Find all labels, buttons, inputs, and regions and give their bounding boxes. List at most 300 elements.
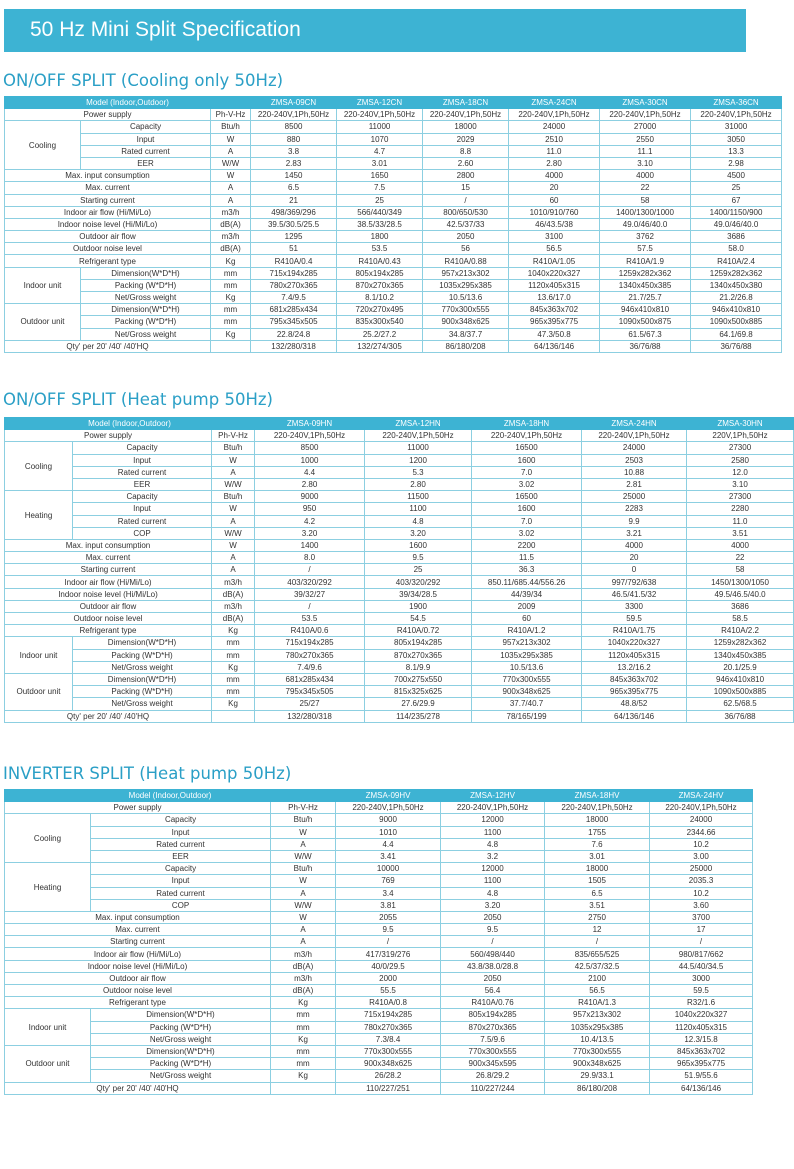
value-cell: 1650 xyxy=(337,170,423,182)
value-cell: 220V,1Ph,50Hz xyxy=(687,430,794,442)
value-cell: 560/498/440 xyxy=(441,948,545,960)
row-label: Refrigerant type xyxy=(5,255,211,267)
spec-row-rated-current xyxy=(5,838,753,850)
value-cell: 3000 xyxy=(650,972,753,984)
value-cell: 17 xyxy=(650,924,753,936)
spec-row-rated-current xyxy=(5,515,794,527)
value-cell: R410A/0.6 xyxy=(255,625,365,637)
value-cell: 1010 xyxy=(336,826,441,838)
spec-table-inverter xyxy=(4,789,753,1095)
value-cell: 46.5/41.5/32 xyxy=(582,588,687,600)
value-cell: 1340x450x380 xyxy=(691,279,782,291)
value-cell: 946x410x810 xyxy=(691,304,782,316)
row-label: COP xyxy=(73,527,212,539)
value-cell: 4000 xyxy=(600,170,691,182)
row-unit: Kg xyxy=(211,292,251,304)
row-unit: Kg xyxy=(212,625,255,637)
value-cell: 3050 xyxy=(691,133,782,145)
value-cell: 64/136/146 xyxy=(650,1082,753,1094)
value-cell: 25/27 xyxy=(255,698,365,710)
value-cell: 58 xyxy=(687,564,794,576)
spec-row-net-gross-weight xyxy=(5,292,782,304)
model-label-cell: Model (Indoor,Outdoor) xyxy=(5,97,251,109)
spec-row-refrigerant-type xyxy=(5,255,782,267)
row-unit: A xyxy=(212,552,255,564)
row-unit: W xyxy=(212,454,255,466)
value-cell: 64.1/69.8 xyxy=(691,328,782,340)
spec-row-eer xyxy=(5,850,753,862)
row-label: Power supply xyxy=(5,109,211,121)
value-cell: 44.5/40/34.5 xyxy=(650,960,753,972)
row-label: Dimension(W*D*H) xyxy=(91,1045,271,1057)
value-cell: / xyxy=(441,936,545,948)
value-cell: 770x300x555 xyxy=(423,304,509,316)
spec-row-input xyxy=(5,133,782,145)
value-cell: 10000 xyxy=(336,863,441,875)
spec-row-max-input-consumption xyxy=(5,170,782,182)
value-cell: 1035x295x385 xyxy=(423,279,509,291)
row-unit: A xyxy=(271,936,336,948)
group-label-indoor-unit: Indoor unit xyxy=(5,1009,91,1046)
value-cell: 3.01 xyxy=(545,850,650,862)
value-cell: 3300 xyxy=(582,600,687,612)
value-cell: 7.5 xyxy=(337,182,423,194)
row-label: Qty' per 20' /40' /40'HQ xyxy=(5,340,211,352)
value-cell: 220-240V,1Ph,50Hz xyxy=(337,109,423,121)
value-cell: 4.8 xyxy=(365,515,472,527)
group-label-indoor-unit: Indoor unit xyxy=(5,637,73,674)
value-cell: 21.2/26.8 xyxy=(691,292,782,304)
value-cell: 1090x500x885 xyxy=(691,316,782,328)
value-cell: 18000 xyxy=(545,863,650,875)
value-cell: 51 xyxy=(251,243,337,255)
value-cell: 24000 xyxy=(582,442,687,454)
spec-row-input xyxy=(5,454,794,466)
value-cell: 27300 xyxy=(687,442,794,454)
row-unit: A xyxy=(212,564,255,576)
value-cell: 56 xyxy=(423,243,509,255)
row-unit: Kg xyxy=(212,661,255,673)
row-unit: m3/h xyxy=(211,206,251,218)
value-cell: 965x395x775 xyxy=(582,686,687,698)
value-cell: 25 xyxy=(691,182,782,194)
value-cell: 220-240V,1Ph,50Hz xyxy=(365,430,472,442)
spec-row-indoor-air-flow-hi-mi-lo xyxy=(5,948,753,960)
value-cell: 2.80 xyxy=(365,478,472,490)
value-cell: 566/440/349 xyxy=(337,206,423,218)
value-cell: 2000 xyxy=(336,972,441,984)
row-unit: W/W xyxy=(212,527,255,539)
value-cell: 43.8/38.0/28.8 xyxy=(441,960,545,972)
value-cell: 10.2 xyxy=(650,887,753,899)
value-cell: / xyxy=(336,936,441,948)
value-cell: 1040x220x327 xyxy=(650,1009,753,1021)
value-cell: 58.0 xyxy=(691,243,782,255)
value-cell: 2503 xyxy=(582,454,687,466)
spec-row-qty-per-20-40-40-hq xyxy=(5,710,794,722)
spec-row-starting-current xyxy=(5,194,782,206)
value-cell: 3.8 xyxy=(251,145,337,157)
table-header-row xyxy=(5,97,782,109)
row-label: Power supply xyxy=(5,430,212,442)
value-cell: 21 xyxy=(251,194,337,206)
value-cell: 7.6 xyxy=(545,838,650,850)
row-label: Input xyxy=(73,503,212,515)
value-cell: 4000 xyxy=(687,539,794,551)
value-cell: 1120x405x315 xyxy=(509,279,600,291)
value-cell: 20 xyxy=(582,552,687,564)
value-cell: 3.01 xyxy=(337,157,423,169)
table-header-row xyxy=(5,790,753,802)
value-cell: R32/1.6 xyxy=(650,997,753,1009)
row-unit: mm xyxy=(211,304,251,316)
spec-row-indoor-air-flow-hi-mi-lo xyxy=(5,576,794,588)
row-unit: mm xyxy=(271,1021,336,1033)
value-cell: 498/369/296 xyxy=(251,206,337,218)
row-label: Outdoor air flow xyxy=(5,231,211,243)
value-cell: 58.5 xyxy=(687,613,794,625)
value-cell: 1755 xyxy=(545,826,650,838)
value-cell: 57.5 xyxy=(600,243,691,255)
value-cell: 2.80 xyxy=(509,157,600,169)
value-cell: 3762 xyxy=(600,231,691,243)
value-cell: 9.9 xyxy=(582,515,687,527)
row-label: Max. input consumption xyxy=(5,170,211,182)
row-unit: A xyxy=(271,924,336,936)
value-cell: 2283 xyxy=(582,503,687,515)
value-cell: 900x345x595 xyxy=(441,1058,545,1070)
value-cell: 800/650/530 xyxy=(423,206,509,218)
value-cell: 2035.3 xyxy=(650,875,753,887)
row-unit: Kg xyxy=(211,255,251,267)
value-cell: 3.60 xyxy=(650,899,753,911)
value-cell: 805x194x285 xyxy=(441,1009,545,1021)
group-label-cooling: Cooling xyxy=(5,814,91,863)
row-label: Rated current xyxy=(91,887,271,899)
value-cell: 4.4 xyxy=(255,466,365,478)
row-unit: W xyxy=(212,539,255,551)
value-cell: 4.4 xyxy=(336,838,441,850)
value-cell: 2200 xyxy=(472,539,582,551)
row-unit: A xyxy=(271,838,336,850)
spec-row-power-supply xyxy=(5,109,782,121)
value-cell: 1800 xyxy=(337,231,423,243)
spec-row-packing-w-d-h xyxy=(5,316,782,328)
value-cell: 36/76/88 xyxy=(600,340,691,352)
value-cell: 770x300x555 xyxy=(441,1045,545,1057)
value-cell: 11.0 xyxy=(509,145,600,157)
value-cell: 965x395x775 xyxy=(650,1058,753,1070)
value-cell: 11.5 xyxy=(472,552,582,564)
value-cell: 1000 xyxy=(255,454,365,466)
value-cell: 900x348x625 xyxy=(472,686,582,698)
value-cell: 0 xyxy=(582,564,687,576)
value-cell: 42.5/37/32.5 xyxy=(545,960,650,972)
value-cell: 1010/910/760 xyxy=(509,206,600,218)
spec-row-dimension-w-d-h xyxy=(5,1045,753,1057)
value-cell: 44/39/34 xyxy=(472,588,582,600)
value-cell: 1090x500x885 xyxy=(687,686,794,698)
value-cell: 3.51 xyxy=(687,527,794,539)
value-cell: 16500 xyxy=(472,491,582,503)
row-unit: Kg xyxy=(212,698,255,710)
row-unit: dB(A) xyxy=(271,985,336,997)
value-cell: 27300 xyxy=(687,491,794,503)
model-name-zmsa-12hv: ZMSA-12HV xyxy=(441,790,545,802)
value-cell: 78/165/199 xyxy=(472,710,582,722)
value-cell: 132/280/318 xyxy=(251,340,337,352)
spec-row-outdoor-noise-level xyxy=(5,985,753,997)
value-cell: 53.5 xyxy=(255,613,365,625)
model-name-zmsa-30hn: ZMSA-30HN xyxy=(687,418,794,430)
value-cell: 42.5/37/33 xyxy=(423,218,509,230)
spec-row-capacity xyxy=(5,121,782,133)
value-cell: 870x270x365 xyxy=(441,1021,545,1033)
value-cell: 22.8/24.8 xyxy=(251,328,337,340)
value-cell: 3.51 xyxy=(545,899,650,911)
row-label: Capacity xyxy=(91,863,271,875)
value-cell: 13.2/16.2 xyxy=(582,661,687,673)
value-cell: 38.5/33/28.5 xyxy=(337,218,423,230)
value-cell: 56.4 xyxy=(441,985,545,997)
value-cell: 7.0 xyxy=(472,466,582,478)
value-cell: / xyxy=(255,564,365,576)
spec-row-max-current xyxy=(5,182,782,194)
row-label: Outdoor noise level xyxy=(5,243,211,255)
row-label: Input xyxy=(91,875,271,887)
row-label: Starting current xyxy=(5,936,271,948)
value-cell: 4000 xyxy=(509,170,600,182)
model-name-zmsa-18hv: ZMSA-18HV xyxy=(545,790,650,802)
value-cell: R410A/0.72 xyxy=(365,625,472,637)
row-unit: m3/h xyxy=(271,972,336,984)
spec-row-dimension-w-d-h xyxy=(5,1009,753,1021)
value-cell: 980/817/662 xyxy=(650,948,753,960)
value-cell: 220-240V,1Ph,50Hz xyxy=(472,430,582,442)
row-label: Max. current xyxy=(5,552,212,564)
spec-row-dimension-w-d-h xyxy=(5,304,782,316)
row-label: Outdoor air flow xyxy=(5,600,212,612)
group-label-indoor-unit: Indoor unit xyxy=(5,267,81,304)
row-label: Refrigerant type xyxy=(5,625,212,637)
value-cell: 49.0/46/40.0 xyxy=(600,218,691,230)
value-cell: 1259x282x362 xyxy=(691,267,782,279)
value-cell: 4.7 xyxy=(337,145,423,157)
group-label-outdoor-unit: Outdoor unit xyxy=(5,1045,91,1082)
value-cell: 25 xyxy=(365,564,472,576)
value-cell: 3.20 xyxy=(365,527,472,539)
spec-row-outdoor-noise-level xyxy=(5,613,794,625)
value-cell: 58 xyxy=(600,194,691,206)
value-cell: 86/180/208 xyxy=(545,1082,650,1094)
value-cell: / xyxy=(423,194,509,206)
value-cell: 957x213x302 xyxy=(545,1009,650,1021)
spec-row-indoor-noise-level-hi-mi-lo xyxy=(5,960,753,972)
value-cell: 795x345x505 xyxy=(251,316,337,328)
value-cell: 4000 xyxy=(582,539,687,551)
value-cell: 36.3 xyxy=(472,564,582,576)
value-cell: R410A/0.4 xyxy=(251,255,337,267)
spec-row-rated-current xyxy=(5,887,753,899)
row-unit: A xyxy=(211,194,251,206)
value-cell: 31000 xyxy=(691,121,782,133)
value-cell: 1040x220x327 xyxy=(582,637,687,649)
row-label: Rated current xyxy=(73,515,212,527)
spec-row-qty-per-20-40-40-hq xyxy=(5,340,782,352)
row-label: Starting current xyxy=(5,194,211,206)
row-label: Net/Gross weight xyxy=(81,292,211,304)
row-unit: m3/h xyxy=(212,576,255,588)
spec-row-indoor-noise-level-hi-mi-lo xyxy=(5,218,782,230)
value-cell: 220-240V,1Ph,50Hz xyxy=(255,430,365,442)
row-unit: A xyxy=(271,887,336,899)
group-label-outdoor-unit: Outdoor unit xyxy=(5,304,81,341)
value-cell: 60 xyxy=(472,613,582,625)
value-cell: 24000 xyxy=(509,121,600,133)
row-label: EER xyxy=(91,850,271,862)
value-cell: 220-240V,1Ph,50Hz xyxy=(441,802,545,814)
row-label: Max. input consumption xyxy=(5,539,212,551)
spec-row-max-input-consumption xyxy=(5,539,794,551)
spec-row-outdoor-air-flow xyxy=(5,231,782,243)
value-cell: 55.5 xyxy=(336,985,441,997)
spec-row-dimension-w-d-h xyxy=(5,267,782,279)
row-label: Rated current xyxy=(73,466,212,478)
value-cell: 2.80 xyxy=(255,478,365,490)
spec-row-refrigerant-type xyxy=(5,625,794,637)
table-header-row xyxy=(5,418,794,430)
value-cell: 220-240V,1Ph,50Hz xyxy=(545,802,650,814)
spec-row-capacity xyxy=(5,863,753,875)
value-cell: 114/235/278 xyxy=(365,710,472,722)
row-label: Dimension(W*D*H) xyxy=(73,673,212,685)
row-unit xyxy=(211,340,251,352)
value-cell: 3686 xyxy=(687,600,794,612)
page-banner xyxy=(4,9,746,52)
value-cell: 2055 xyxy=(336,911,441,923)
value-cell: 835x300x540 xyxy=(337,316,423,328)
value-cell: 3.4 xyxy=(336,887,441,899)
spec-row-eer xyxy=(5,478,794,490)
value-cell: 61.5/67.3 xyxy=(600,328,691,340)
value-cell: 3.2 xyxy=(441,850,545,862)
value-cell: R410A/0.43 xyxy=(337,255,423,267)
value-cell: 220-240V,1Ph,50Hz xyxy=(336,802,441,814)
value-cell: 8.1/9.9 xyxy=(365,661,472,673)
row-label: Refrigerant type xyxy=(5,997,271,1009)
value-cell: / xyxy=(545,936,650,948)
value-cell: 770x300x555 xyxy=(336,1045,441,1057)
spec-row-eer xyxy=(5,157,782,169)
row-unit: mm xyxy=(212,649,255,661)
value-cell: 56.5 xyxy=(509,243,600,255)
value-cell: 3100 xyxy=(509,231,600,243)
model-name-zmsa-36cn: ZMSA-36CN xyxy=(691,97,782,109)
value-cell: 22 xyxy=(600,182,691,194)
value-cell: 1035x295x385 xyxy=(545,1021,650,1033)
value-cell: 220-240V,1Ph,50Hz xyxy=(423,109,509,121)
row-label: Capacity xyxy=(81,121,211,133)
value-cell: 1100 xyxy=(441,875,545,887)
value-cell: R410A/2.4 xyxy=(691,255,782,267)
value-cell: 3686 xyxy=(691,231,782,243)
row-unit: dB(A) xyxy=(212,613,255,625)
value-cell: 3.81 xyxy=(336,899,441,911)
row-label: Outdoor noise level xyxy=(5,613,212,625)
value-cell: 6.5 xyxy=(251,182,337,194)
value-cell: 11.1 xyxy=(600,145,691,157)
row-unit: Kg xyxy=(211,328,251,340)
spec-row-indoor-air-flow-hi-mi-lo xyxy=(5,206,782,218)
value-cell: 25 xyxy=(337,194,423,206)
value-cell: 27000 xyxy=(600,121,691,133)
value-cell: / xyxy=(255,600,365,612)
value-cell: 403/320/292 xyxy=(255,576,365,588)
value-cell: 1035x295x385 xyxy=(472,649,582,661)
spec-row-net-gross-weight xyxy=(5,1033,753,1045)
row-unit: dB(A) xyxy=(211,243,251,255)
spec-row-capacity xyxy=(5,491,794,503)
spec-row-net-gross-weight xyxy=(5,661,794,673)
value-cell: 220-240V,1Ph,50Hz xyxy=(691,109,782,121)
value-cell: 12000 xyxy=(441,863,545,875)
row-label: Power supply xyxy=(5,802,271,814)
value-cell: 9000 xyxy=(255,491,365,503)
row-unit: W/W xyxy=(271,899,336,911)
value-cell: 4.2 xyxy=(255,515,365,527)
value-cell: 1200 xyxy=(365,454,472,466)
value-cell: 15 xyxy=(423,182,509,194)
value-cell: 51.9/55.6 xyxy=(650,1070,753,1082)
value-cell: 12.0 xyxy=(687,466,794,478)
row-label: Net/Gross weight xyxy=(73,661,212,673)
value-cell: R410A/2.2 xyxy=(687,625,794,637)
value-cell: 835/655/525 xyxy=(545,948,650,960)
row-label: Max. current xyxy=(5,182,211,194)
model-label-cell: Model (Indoor,Outdoor) xyxy=(5,418,255,430)
spec-row-cop xyxy=(5,899,753,911)
value-cell: 880 xyxy=(251,133,337,145)
value-cell: 900x348x625 xyxy=(336,1058,441,1070)
value-cell: 1040x220x327 xyxy=(509,267,600,279)
value-cell: 7.0 xyxy=(472,515,582,527)
row-unit: W xyxy=(271,911,336,923)
group-label-cooling: Cooling xyxy=(5,442,73,491)
value-cell: R410A/1.2 xyxy=(472,625,582,637)
value-cell: 3.02 xyxy=(472,478,582,490)
row-unit: Kg xyxy=(271,1033,336,1045)
row-unit xyxy=(212,710,255,722)
value-cell: 965x395x775 xyxy=(509,316,600,328)
spec-row-power-supply xyxy=(5,430,794,442)
model-name-zmsa-30cn: ZMSA-30CN xyxy=(600,97,691,109)
row-label: Indoor air flow (Hi/Mi/Lo) xyxy=(5,576,212,588)
value-cell: 13.3 xyxy=(691,145,782,157)
value-cell: 132/274/305 xyxy=(337,340,423,352)
value-cell: 10.5/13.6 xyxy=(423,292,509,304)
row-label: Indoor noise level (Hi/Mi/Lo) xyxy=(5,218,211,230)
value-cell: 8.1/10.2 xyxy=(337,292,423,304)
value-cell: 3.21 xyxy=(582,527,687,539)
spec-row-net-gross-weight xyxy=(5,698,794,710)
spec-row-packing-w-d-h xyxy=(5,279,782,291)
value-cell: 805x194x285 xyxy=(337,267,423,279)
value-cell: 9.5 xyxy=(365,552,472,564)
spec-row-packing-w-d-h xyxy=(5,649,794,661)
value-cell: 4.8 xyxy=(441,887,545,899)
row-unit: Kg xyxy=(271,1070,336,1082)
value-cell: 86/180/208 xyxy=(423,340,509,352)
